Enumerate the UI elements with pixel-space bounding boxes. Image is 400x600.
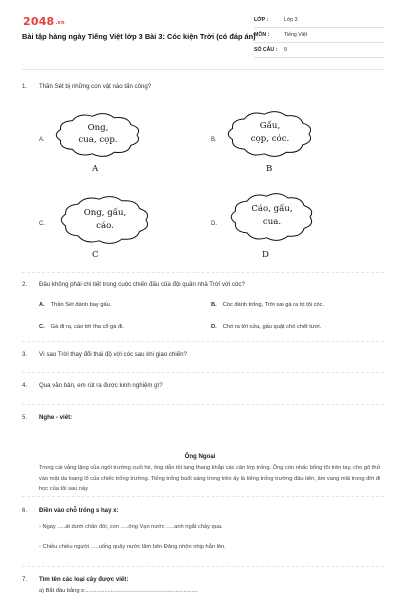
cloud-text-line: Cáo, gấu,: [251, 204, 293, 214]
logo-suffix: .vn: [55, 20, 65, 26]
cloud-text-line: cua, cọp.: [78, 135, 118, 145]
meta-value: Lớp 3: [284, 17, 298, 23]
fill-in-line: - Chiều chiều người .....uống quây nước lâm bên Đăng nhộn nhịp hẳn lên.: [39, 544, 226, 550]
choice-letter: C.: [39, 324, 45, 330]
section-divider: [22, 496, 384, 497]
cloud-text-line: cọp, cóc.: [250, 134, 290, 144]
choice-b[interactable]: [211, 302, 324, 308]
cloud-text-line: Ong, gấu,: [83, 208, 127, 218]
logo-main: 2048: [23, 15, 55, 28]
dictation-title: Ông Ngoại: [184, 453, 216, 460]
option-caption: D: [262, 250, 269, 260]
cloud-option-a[interactable]: [55, 112, 141, 158]
meta-key: SỐ CÂU :: [254, 47, 278, 53]
section-divider: [22, 404, 384, 405]
header-divider: [22, 69, 384, 70]
option-letter: A.: [39, 137, 45, 143]
question-number: 7.: [22, 576, 28, 583]
meta-row-class: [254, 13, 384, 28]
meta-table: [254, 13, 384, 58]
option-letter: C.: [39, 221, 45, 227]
question-number: 3.: [22, 351, 28, 358]
choice-text: Thần Sét đánh bay gấu.: [50, 302, 112, 308]
choice-a[interactable]: [39, 302, 111, 308]
choice-text: Gà đi ra, cáo tới tha cổ gà đi.: [50, 324, 124, 330]
option-caption: B: [266, 164, 273, 174]
choice-c[interactable]: [39, 324, 124, 330]
cloud-text-line: cáo.: [96, 221, 114, 231]
meta-row-subject: [254, 28, 384, 43]
question-number: 4.: [22, 382, 28, 389]
choice-letter: B.: [211, 302, 217, 308]
meta-value: Tiếng Việt: [284, 32, 308, 38]
section-divider: [22, 341, 384, 342]
choice-d[interactable]: [211, 324, 321, 330]
question-text: Vì sao Trời thay đổi thái độ với cóc sau khi giao chiến?: [39, 351, 187, 358]
cloud-option-c[interactable]: [60, 195, 150, 245]
option-letter: D.: [211, 221, 217, 227]
choice-text: Cóc đánh trống, Trời sai gà ra trị tội cóc.: [222, 302, 325, 308]
fill-in-line: a) Bắt đầu bằng s:.......................................................................: [39, 588, 198, 594]
cloud-text-line: Ong,: [87, 123, 109, 133]
question-text: Tìm tên các loại cây được viết:: [39, 576, 129, 583]
section-divider: [22, 566, 384, 567]
option-letter: B.: [211, 137, 217, 143]
meta-key: LỚP :: [254, 17, 269, 23]
option-caption: A: [92, 164, 99, 174]
page-title: Bài tập hàng ngày Tiếng Việt lớp 3 Bài 3: Cóc kiện Trời (có đáp án): [22, 32, 256, 41]
fill-in-line: - Ngay .....át dưới chân đồi, con .....ông Vạn nước .....anh ngắt chảy qua.: [39, 524, 223, 530]
section-divider: [22, 372, 384, 373]
meta-row-count: [254, 43, 384, 58]
choice-text: Chó ra tới cửa, gấu quật chó chết tươi.: [222, 324, 322, 330]
choice-letter: D.: [211, 324, 217, 330]
cloud-option-d[interactable]: [230, 192, 314, 242]
question-number: 2.: [22, 281, 28, 288]
question-text: Thần Sét bị những con vật nào tấn công?: [39, 83, 152, 90]
question-text: Điền vào chỗ trống s hay x:: [39, 507, 119, 514]
question-number: 6.: [22, 507, 28, 514]
question-number: 5.: [22, 414, 28, 421]
question-text: Qua văn bản, em rút ra được kinh nghiệm gì?: [39, 382, 163, 389]
question-text: Nghe - viết:: [39, 414, 73, 421]
option-caption: C: [92, 250, 99, 260]
question-number: 1.: [22, 83, 28, 90]
cloud-text-line: Gấu,: [259, 121, 281, 131]
dictation-text: Trong cái vắng lặng của ngôi trường cuối hè, ông dẫn tôi lang thang khắp các căn lớp trống. Ông còn nhấc bổng tôi trên tay, cho gõ thử vào mặt da loang lổ của chiếc trống trường. Tiếng trống buổi sáng trong trẻo ấy là tiếng trống trường đầu tiên, âm vang mãi trong đời đi học của tôi sau này: [39, 465, 381, 492]
question-text: Đâu không phải chi tiết trong cuộc chiến đấu của đội quân nhà Trời với cóc?: [39, 281, 245, 288]
site-logo[interactable]: [23, 15, 65, 28]
cloud-option-b[interactable]: [227, 110, 313, 158]
choice-letter: A.: [39, 302, 45, 308]
section-divider: [22, 272, 384, 273]
cloud-text-line: cua.: [262, 217, 282, 227]
meta-key: MÔN :: [254, 32, 270, 38]
meta-value: 9: [284, 47, 287, 53]
